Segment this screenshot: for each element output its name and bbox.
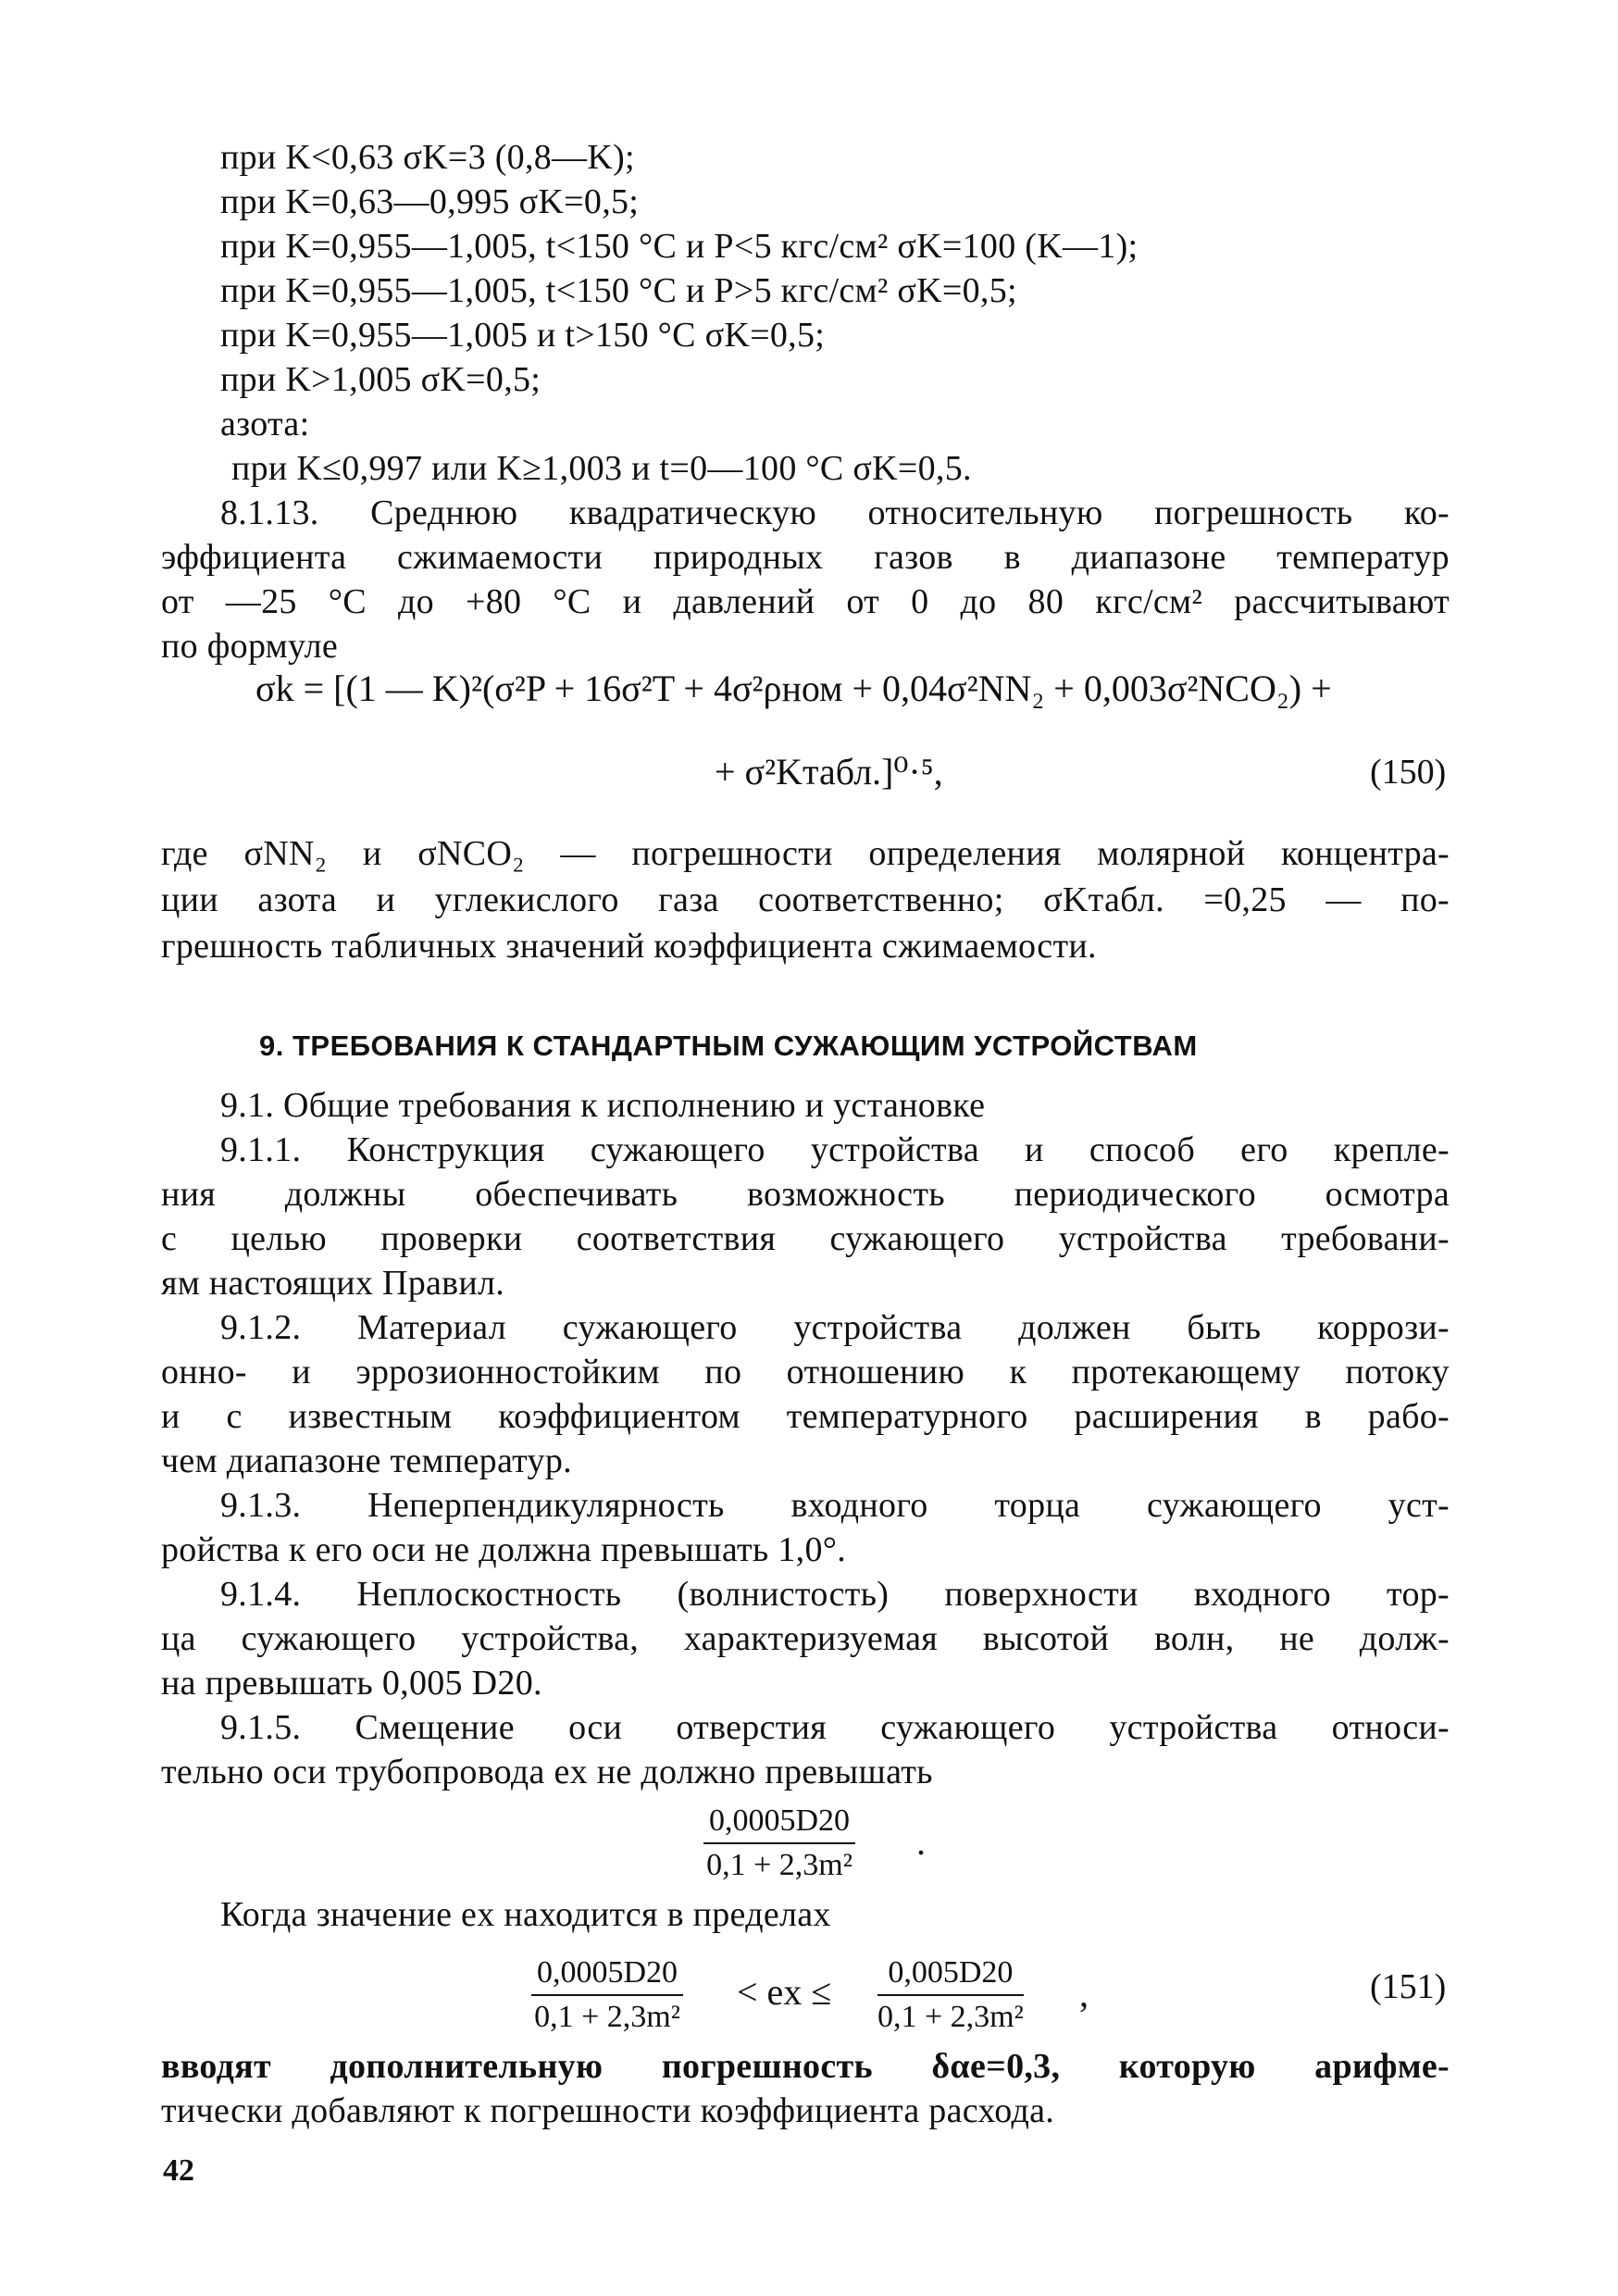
paragraph-8-1-13-line-3: от —25 °C до +80 °C и давлений от 0 до 80 кгс/см² рассчитывают <box>161 582 1450 621</box>
paragraph-9-1-4-line-3: на превышать 0,005 D20. <box>161 1664 542 1703</box>
paragraph-9-1-2-line-4: чем диапазоне температур. <box>161 1441 572 1480</box>
formula-151-left-numerator: 0,0005D20 <box>531 1955 683 1996</box>
paragraph-9-1: 9.1. Общие требования к исполнению и установке <box>220 1086 986 1125</box>
condition-line-3: при K=0,955—1,005, t<150 °C и P<5 кгс/см² σK=100 (K—1); <box>220 227 1139 266</box>
formula-151-left-fraction <box>531 1955 683 2035</box>
section-heading: 9. ТРЕБОВАНИЯ К СТАНДАРТНЫМ СУЖАЮЩИМ УСТРОЙСТВАМ <box>259 1029 1198 1062</box>
paragraph-9-1-3-line-2: ройства к его оси не должна превышать 1,0°. <box>161 1530 847 1569</box>
when-line: Когда значение ex находится в пределах <box>220 1895 831 1934</box>
paragraph-8-1-13-line-1: 8.1.13. Среднюю квадратическую относительную погрешность ко- <box>220 493 1450 532</box>
condition-line-4: при K=0,955—1,005, t<150 °C и P>5 кгс/см² σK=0,5; <box>220 271 1017 310</box>
formula-150-line-1: σk = [(1 — K)²(σ²P + 16σ²T + 4σ²ρном + 0,04σ²NN₂ + 0,003σ²NCO₂) + <box>255 668 1332 709</box>
paragraph-9-1-3-line-1: 9.1.3. Неперпендикулярность входного торца сужающего уст- <box>220 1486 1450 1525</box>
where-line-1: где σNN₂ и σNCO₂ — погрешности определения молярной концентра- <box>161 834 1450 873</box>
paragraph-9-1-2-line-2: онно- и эррозионностойким по отношению к протекающему потоку <box>161 1353 1450 1391</box>
condition-line-7: азота: <box>220 405 310 443</box>
final-line-2: тически добавляют к погрешности коэффициента расхода. <box>161 2091 1055 2130</box>
condition-line-8: при K≤0,997 или K≥1,003 и t=0—100 °C σK=0,5. <box>231 449 972 488</box>
formula-150-line-2: + σ²Kтабл.]⁰·⁵, <box>715 751 943 792</box>
equation-number-150: (150) <box>1370 753 1447 792</box>
fraction-limit <box>703 1803 855 1883</box>
paragraph-9-1-1-line-1: 9.1.1. Конструкция сужающего устройства и способ его крепле- <box>220 1130 1450 1169</box>
paragraph-9-1-4-line-2: ца сужающего устройства, характеризуемая высотой волн, не долж- <box>161 1619 1450 1658</box>
paragraph-9-1-2-line-3: и с известным коэффициентом температурного расширения в рабо- <box>161 1397 1450 1436</box>
paragraph-9-1-5-line-1: 9.1.5. Смещение оси отверстия сужающего устройства относи- <box>220 1708 1450 1747</box>
equation-number-151: (151) <box>1370 1967 1447 2006</box>
fraction-limit-denominator: 0,1 + 2,3m² <box>706 1848 853 1882</box>
formula-151-tail: , <box>1079 1973 1089 2015</box>
formula-151-middle: < ex ≤ <box>737 1971 832 2013</box>
paragraph-9-1-1-line-2: ния должны обеспечивать возможность периодического осмотра <box>161 1175 1450 1214</box>
formula-151-left-denominator: 0,1 + 2,3m² <box>534 2000 680 2034</box>
paragraph-8-1-13-line-4: по формуле <box>161 627 339 666</box>
paragraph-8-1-13-line-2: эффициента сжимаемости природных газов в диапазоне температур <box>161 538 1450 577</box>
condition-line-2: при K=0,63—0,995 σK=0,5; <box>220 182 640 221</box>
condition-line-5: при K=0,955—1,005 и t>150 °C σK=0,5; <box>220 316 826 355</box>
where-line-2: ции азота и углекислого газа соответственно; σKтабл. =0,25 — по- <box>161 880 1450 919</box>
formula-151-right-denominator: 0,1 + 2,3m² <box>877 2000 1024 2034</box>
paragraph-9-1-1-line-3: с целью проверки соответствия сужающего устройства требовани- <box>161 1219 1450 1258</box>
paragraph-9-1-1-line-4: ям настоящих Правил. <box>161 1264 505 1303</box>
formula-151-right-numerator: 0,005D20 <box>877 1955 1024 1996</box>
paragraph-9-1-2-line-1: 9.1.2. Материал сужающего устройства должен быть коррози- <box>220 1308 1450 1347</box>
where-line-3: грешность табличных значений коэффициента сжимаемости. <box>161 927 1097 966</box>
paragraph-9-1-5-line-2: тельно оси трубопровода ex не должно превышать <box>161 1753 933 1791</box>
fraction-limit-numerator: 0,0005D20 <box>703 1803 855 1844</box>
final-line-1: вводят дополнительную погрешность δαe=0,3, которую арифме- <box>161 2047 1450 2086</box>
condition-line-1: при K<0,63 σK=3 (0,8—K); <box>220 138 635 177</box>
fraction-limit-tail: . <box>916 1821 926 1863</box>
formula-151-right-fraction <box>877 1955 1024 2035</box>
condition-line-6: при K>1,005 σK=0,5; <box>220 360 541 399</box>
page-number: 42 <box>163 2153 194 2188</box>
paragraph-9-1-4-line-1: 9.1.4. Неплоскостность (волнистость) поверхности входного тор- <box>220 1575 1450 1614</box>
